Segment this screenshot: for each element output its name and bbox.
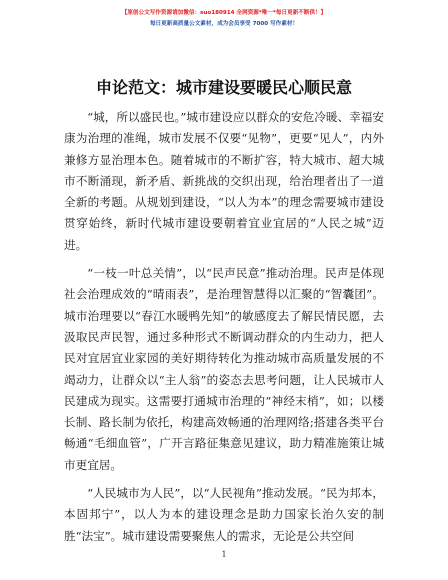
paragraph-1: “城，所以盛民也。”城市建设应以群众的安危冷暖、幸福安康为治理的准绳，城市发展不仅要“见物”，更要“见人”，内外兼修方显治理本色。随着城市的不断扩容，特大城市、超大城市不断涌现，新矛盾、新挑战的交织出现，给治理者出了一道全新的考题。从规划到建设，“以人为本”的理念需要城市建设贯穿始终，新时代城市建设要朝着宜业宜居的“人民之城”迈进。 [64, 110, 384, 252]
banner-line-2: 每日更新高质量公文素材，成为会员享受 7000 写作素材！ [149, 21, 299, 27]
document-title: 申论范文：城市建设要暖民心顺民意 [95, 78, 352, 97]
document-body [64, 107, 384, 547]
banner-line-1: 【原创公文写作资源请加微信：suo180914 全网资源*唯一*每日更新不断供！】 [121, 10, 327, 16]
header-banner [0, 8, 448, 30]
page-number: 1 [221, 550, 227, 559]
paragraph-3: “人民城市为人民”，以“人民视角”推动发展。“民为邦本，本固邦宁”，以人为本的建设理念是助力国家长治久安的制胜“法宝”。城市建设需要聚焦人的需求，无论是公共空间 [64, 486, 384, 543]
paragraph-2: “一枝一叶总关情”，以“民声民意”推动治理。民声是体现社会治理成效的“晴雨表”，是治理智慧得以汇聚的“智囊团”。城市治理要以“春江水暖鸭先知”的敏感度去了解民情民愿，去汲取民声民智，通过多种形式不断调动群众的内生动力，把人民对宜居宜业家园的美好期待转化为推动城市高质量发展的不竭动力，让群众以“主人翁”的姿态去思考问题，让人民城市人民建成为现实。这需要打通城市治理的“神经末梢”，如；以楼长制、路长制为依托，构建高效畅通的治理网络;搭建各类平台畅通“毛细血管”，广开言路征集意见建议，助力精准施策让城市更宜居。 [64, 266, 384, 472]
